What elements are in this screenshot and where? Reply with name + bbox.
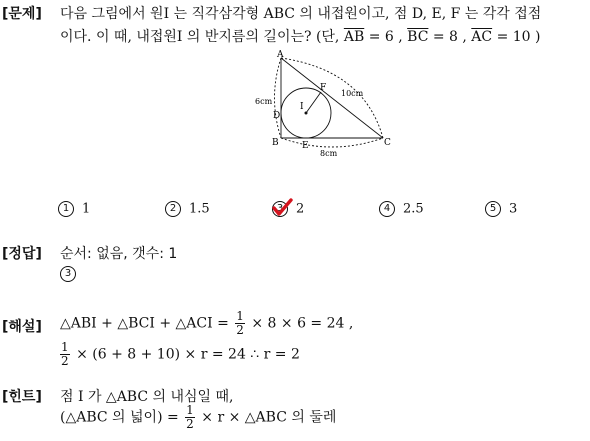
arc-bc [281, 138, 383, 147]
hint-line-2-prefix: (△ABC 의 넓이) = [60, 409, 184, 426]
question-line-2-prefix: 이다. 이 때, 내접원I 의 반지름의 길이는? (단, [60, 29, 344, 45]
choice-3-text: 2 [296, 201, 305, 217]
choice-1[interactable] [58, 201, 90, 217]
fraction-half-1 [235, 310, 245, 337]
fraction-numerator: 1 [236, 309, 244, 323]
label-b: B [272, 138, 279, 148]
hint-line-2 [60, 404, 336, 431]
explanation-line-1-suffix: × 8 × 6 = 24 , [246, 315, 354, 332]
answer-label: [정답] [2, 246, 42, 262]
label-d: D [273, 111, 281, 121]
choice-1-text: 1 [82, 201, 91, 217]
choice-5[interactable] [485, 201, 517, 217]
segment-bc-value: = 8 , [428, 29, 472, 45]
choice-5-number: 5 [485, 201, 501, 217]
segment-bc: $\overline{BC}$ [407, 29, 429, 45]
check-mark-icon [272, 198, 294, 218]
hint-label: [힌트] [2, 389, 42, 405]
choice-4[interactable] [379, 201, 424, 217]
label-e: E [302, 141, 309, 151]
explanation-label: [해설] [2, 319, 42, 335]
explanation-line-2-suffix: × (6 + 8 + 10) × r = 24 ∴ r = 2 [71, 346, 300, 363]
fraction-denominator: 2 [236, 323, 244, 337]
segment-ac: $\overline{AC}$ [471, 29, 493, 45]
side-ac [281, 58, 383, 138]
label-6cm: 6cm [255, 97, 273, 106]
label-f: F [320, 83, 327, 93]
hint-line-1: 점 I 가 △ABC 의 내심일 때, [60, 389, 234, 405]
fraction-denominator: 2 [186, 417, 194, 431]
choice-4-number: 4 [379, 201, 395, 217]
question-label: [문제] [2, 6, 42, 22]
label-a: A [277, 50, 284, 60]
label-8cm: 8cm [320, 149, 338, 158]
segment-ab-value: = 6 , [364, 29, 408, 45]
answer-choice [60, 266, 84, 282]
center-point [305, 112, 308, 115]
choice-5-text: 3 [509, 201, 518, 217]
fraction-half-3 [185, 404, 195, 431]
fraction-half-2 [60, 341, 70, 368]
label-c: C [384, 138, 391, 148]
segment-ab: $\overline{AB}$ [343, 29, 365, 45]
label-10cm: 10cm [341, 89, 364, 98]
segment-ac-value: = 10 ) [492, 29, 541, 45]
hint-line-2-suffix: × r × △ABC 의 둘레 [196, 409, 337, 426]
fraction-numerator: 1 [186, 403, 194, 417]
explanation-line-1-prefix: △ABI + △BCI + △ACI = [60, 315, 234, 332]
choice-2-number: 2 [165, 201, 181, 217]
choice-2-text: 1.5 [189, 201, 210, 217]
explanation-line-1 [60, 310, 353, 337]
fraction-denominator: 2 [61, 354, 69, 368]
fraction-numerator: 1 [61, 340, 69, 354]
choice-4-text: 2.5 [403, 201, 424, 217]
answer-line-1: 순서: 없음, 갯수: 1 [60, 246, 178, 262]
question-line-1: 다음 그림에서 원I 는 직각삼각형 ABC 의 내접원이고, 점 D, E, F 는 각각 접점 [60, 6, 542, 22]
radius-if [306, 92, 321, 113]
arc-ab [275, 58, 282, 138]
question-line-2 [60, 26, 540, 46]
answer-choice-number: 3 [60, 266, 76, 282]
choice-1-number: 1 [58, 201, 74, 217]
choice-3-number: 3 [272, 201, 288, 217]
label-i: I [300, 102, 304, 112]
explanation-line-2 [60, 341, 300, 368]
triangle-figure [252, 48, 402, 160]
choice-2[interactable] [165, 201, 210, 217]
